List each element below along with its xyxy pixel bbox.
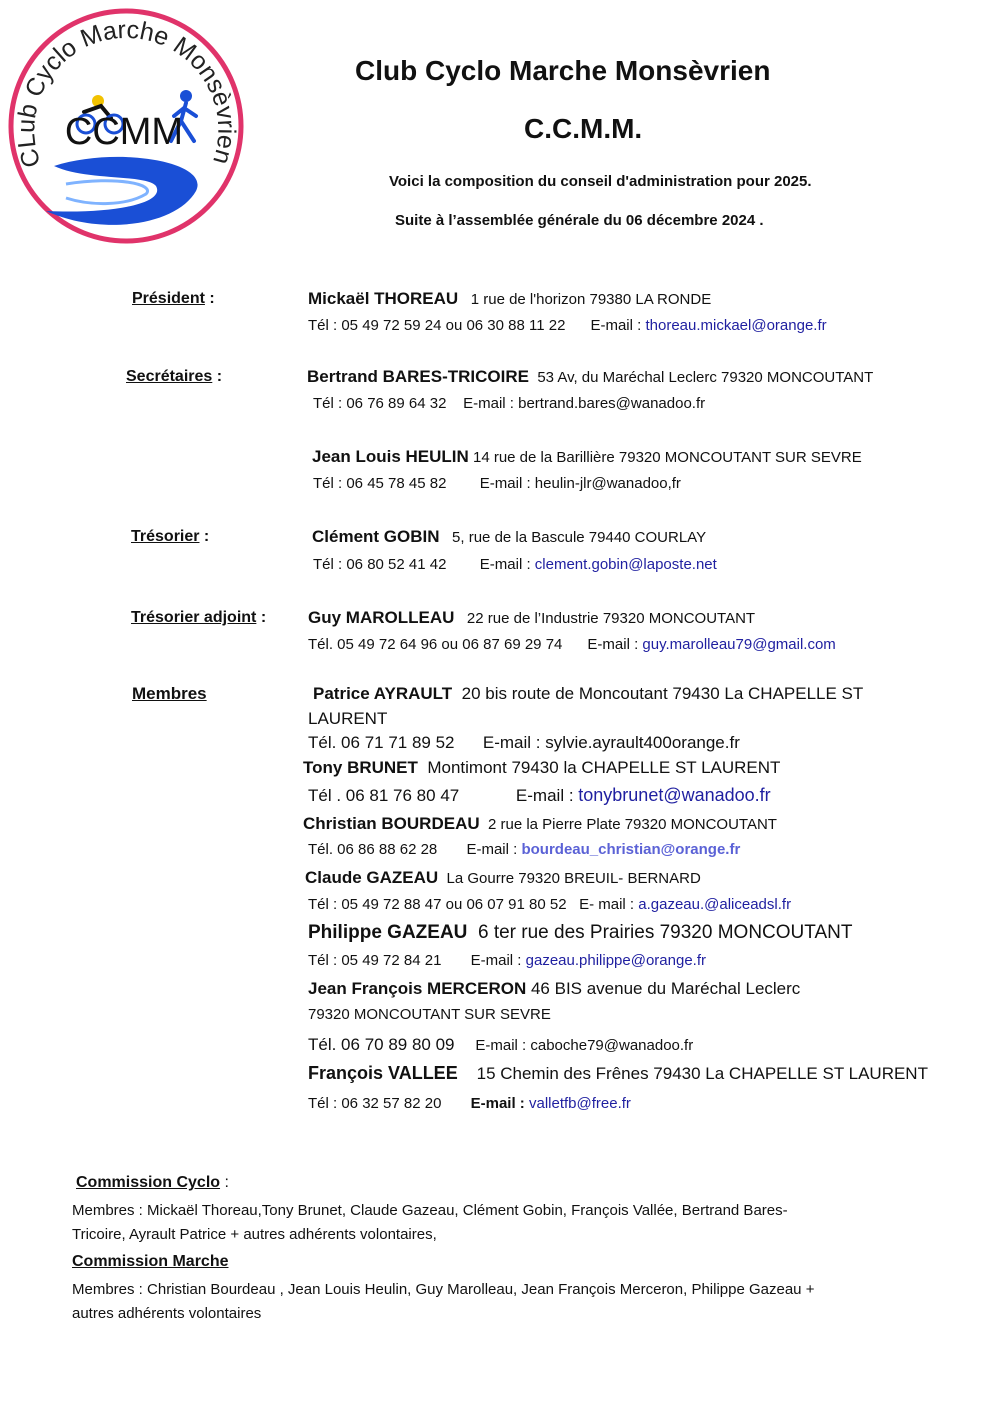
person-name: Clément GOBIN [312, 527, 440, 546]
person-name: Patrice AYRAULT [313, 684, 453, 703]
secretaire-contact: Tél : 06 76 89 64 32 E-mail : bertrand.bares@wanadoo.fr [313, 395, 706, 412]
tresorier-entry [312, 527, 706, 547]
person-address: La Gourre 79320 BREUIL- BERNARD [446, 870, 701, 887]
member-contact: Tél. 06 71 71 89 52 E-mail : sylvie.ayrault400orange.fr [308, 733, 740, 752]
email-text: caboche79@wanadoo.fr [530, 1037, 694, 1054]
commission-cyclo-line: Membres : Mickaël Thoreau,Tony Brunet, Claude Gazeau, Clément Gobin, François Vallée, Bertrand Bares- [72, 1202, 788, 1219]
email-link[interactable]: clement.gobin@laposte.net [534, 556, 717, 573]
secretaire-entry [307, 367, 873, 387]
person-address: 6 ter rue des Prairies 79320 MONCOUTANT [477, 922, 853, 943]
logo-ring-text: CLub Cyclo Marche Monsèvrien [12, 15, 241, 171]
email-text: bertrand.bares@wanadoo.fr [518, 395, 706, 412]
person-name: François VALLEE [308, 1063, 458, 1083]
club-logo [6, 6, 246, 246]
member-contact: Tél : 05 49 72 88 47 ou 06 07 91 80 52 E- mail : a.gazeau.@aliceadsl.fr [308, 896, 792, 913]
commission-cyclo-line: Tricoire, Ayrault Patrice + autres adhérents volontaires, [72, 1226, 437, 1243]
intro-text: Voici la composition du conseil d'administration pour 2025. [389, 173, 812, 190]
person-name: Jean Louis HEULIN [312, 447, 469, 466]
role-tresorier-adjoint: Trésorier adjoint : [131, 609, 267, 626]
person-address: Montimont 79430 la CHAPELLE ST LAURENT [427, 758, 781, 777]
member-entry [308, 1063, 928, 1084]
person-name: Philippe GAZEAU [308, 922, 468, 943]
person-address: 53 Av, du Maréchal Leclerc 79320 MONCOUTANT [537, 369, 874, 386]
secretaire-entry [312, 447, 862, 467]
person-name: Mickaël THOREAU [308, 289, 459, 308]
member-entry [303, 758, 780, 778]
role-tresorier: Trésorier : [131, 528, 210, 545]
role-secretaires: Secrétaires : [126, 368, 223, 385]
person-name: Christian BOURDEAU [303, 814, 480, 833]
person-address: 2 rue la Pierre Plate 79320 MONCOUTANT [487, 816, 777, 833]
person-address: 15 Chemin des Frênes 79430 La CHAPELLE ST LAURENT [476, 1064, 928, 1083]
person-address: 14 rue de la Barillière 79320 MONCOUTANT SUR SEVRE [472, 449, 862, 466]
member-contact: Tél. 06 70 89 80 09 E-mail : caboche79@wanadoo.fr [308, 1035, 694, 1054]
email-text: sylvie.ayrault400orange.fr [545, 733, 740, 752]
tresorier-adjoint-contact: Tél. 05 49 72 64 96 ou 06 87 69 29 74 E-mail : guy.marolleau79@gmail.com [308, 636, 836, 653]
commission-cyclo-title: Commission Cyclo : [76, 1174, 229, 1191]
role-membres: Membres [132, 684, 207, 703]
person-name: Bertrand BARES-TRICOIRE [307, 367, 529, 386]
member-entry [308, 922, 852, 944]
president-contact: Tél : 05 49 72 59 24 ou 06 30 88 11 22 E-mail : thoreau.mickael@orange.fr [308, 317, 827, 334]
person-name: Jean François MERCERON [308, 979, 527, 998]
president-entry [308, 289, 711, 309]
member-address-continued: 79320 MONCOUTANT SUR SEVRE [308, 1006, 551, 1023]
commission-marche-line: autres adhérents volontaires [72, 1305, 262, 1322]
walker-icon [180, 90, 192, 102]
person-address: 5, rue de la Bascule 79440 COURLAY [452, 529, 707, 546]
person-name: Guy MAROLLEAU [308, 608, 455, 627]
member-contact: Tél. 06 86 88 62 28 E-mail : bourdeau_christian@orange.fr [308, 841, 741, 858]
email-link[interactable]: a.gazeau.@aliceadsl.fr [638, 896, 792, 913]
person-address: 1 rue de l'horizon 79380 LA RONDE [470, 291, 712, 308]
member-entry [305, 868, 701, 888]
logo-initials: CCMM [64, 111, 184, 153]
person-address: 46 BIS avenue du Maréchal Leclerc [530, 979, 801, 998]
member-entry [308, 979, 800, 999]
member-contact: Tél : 05 49 72 84 21 E-mail : gazeau.philippe@orange.fr [308, 952, 706, 969]
person-address: 22 rue de l’Industrie 79320 MONCOUTANT [466, 610, 756, 627]
email-link[interactable]: bourdeau_christian@orange.fr [521, 841, 741, 858]
commission-marche-title: Commission Marche [72, 1253, 229, 1270]
tresorier-contact: Tél : 06 80 52 41 42 E-mail : clement.gobin@laposte.net [313, 556, 717, 573]
tresorier-adjoint-entry [308, 608, 755, 628]
email-link[interactable]: gazeau.philippe@orange.fr [525, 952, 706, 969]
page-title: Club Cyclo Marche Monsèvrien [355, 55, 771, 86]
person-name: Tony BRUNET [303, 758, 418, 777]
member-contact: Tél : 06 32 57 82 20 E-mail : valletfb@free.fr [308, 1095, 631, 1112]
email-link[interactable]: guy.marolleau79@gmail.com [642, 636, 836, 653]
commission-marche-line: Membres : Christian Bourdeau , Jean Louis Heulin, Guy Marolleau, Jean François Merceron, Philippe Gazeau + [72, 1281, 815, 1298]
person-name: Claude GAZEAU [305, 868, 439, 887]
secretaire-contact: Tél : 06 45 78 45 82 E-mail : heulin-jlr@wanadoo,fr [313, 475, 681, 492]
role-president: Président : [132, 290, 215, 307]
member-contact: Tél . 06 81 76 80 47 E-mail : tonybrunet@wanadoo.fr [308, 785, 771, 805]
email-link[interactable]: thoreau.mickael@orange.fr [645, 317, 827, 334]
assembly-text: Suite à l’assemblée générale du 06 décembre 2024 . [395, 212, 764, 229]
member-entry [313, 684, 863, 704]
email-link[interactable]: tonybrunet@wanadoo.fr [578, 785, 771, 805]
email-text: heulin-jlr@wanadoo,fr [534, 475, 681, 492]
page-acronym: C.C.M.M. [524, 113, 643, 144]
member-entry [303, 814, 777, 834]
person-address: 20 bis route de Moncoutant 79430 La CHAPELLE ST [461, 684, 864, 703]
email-link[interactable]: valletfb@free.fr [528, 1095, 631, 1112]
member-address-continued: LAURENT [308, 709, 388, 728]
